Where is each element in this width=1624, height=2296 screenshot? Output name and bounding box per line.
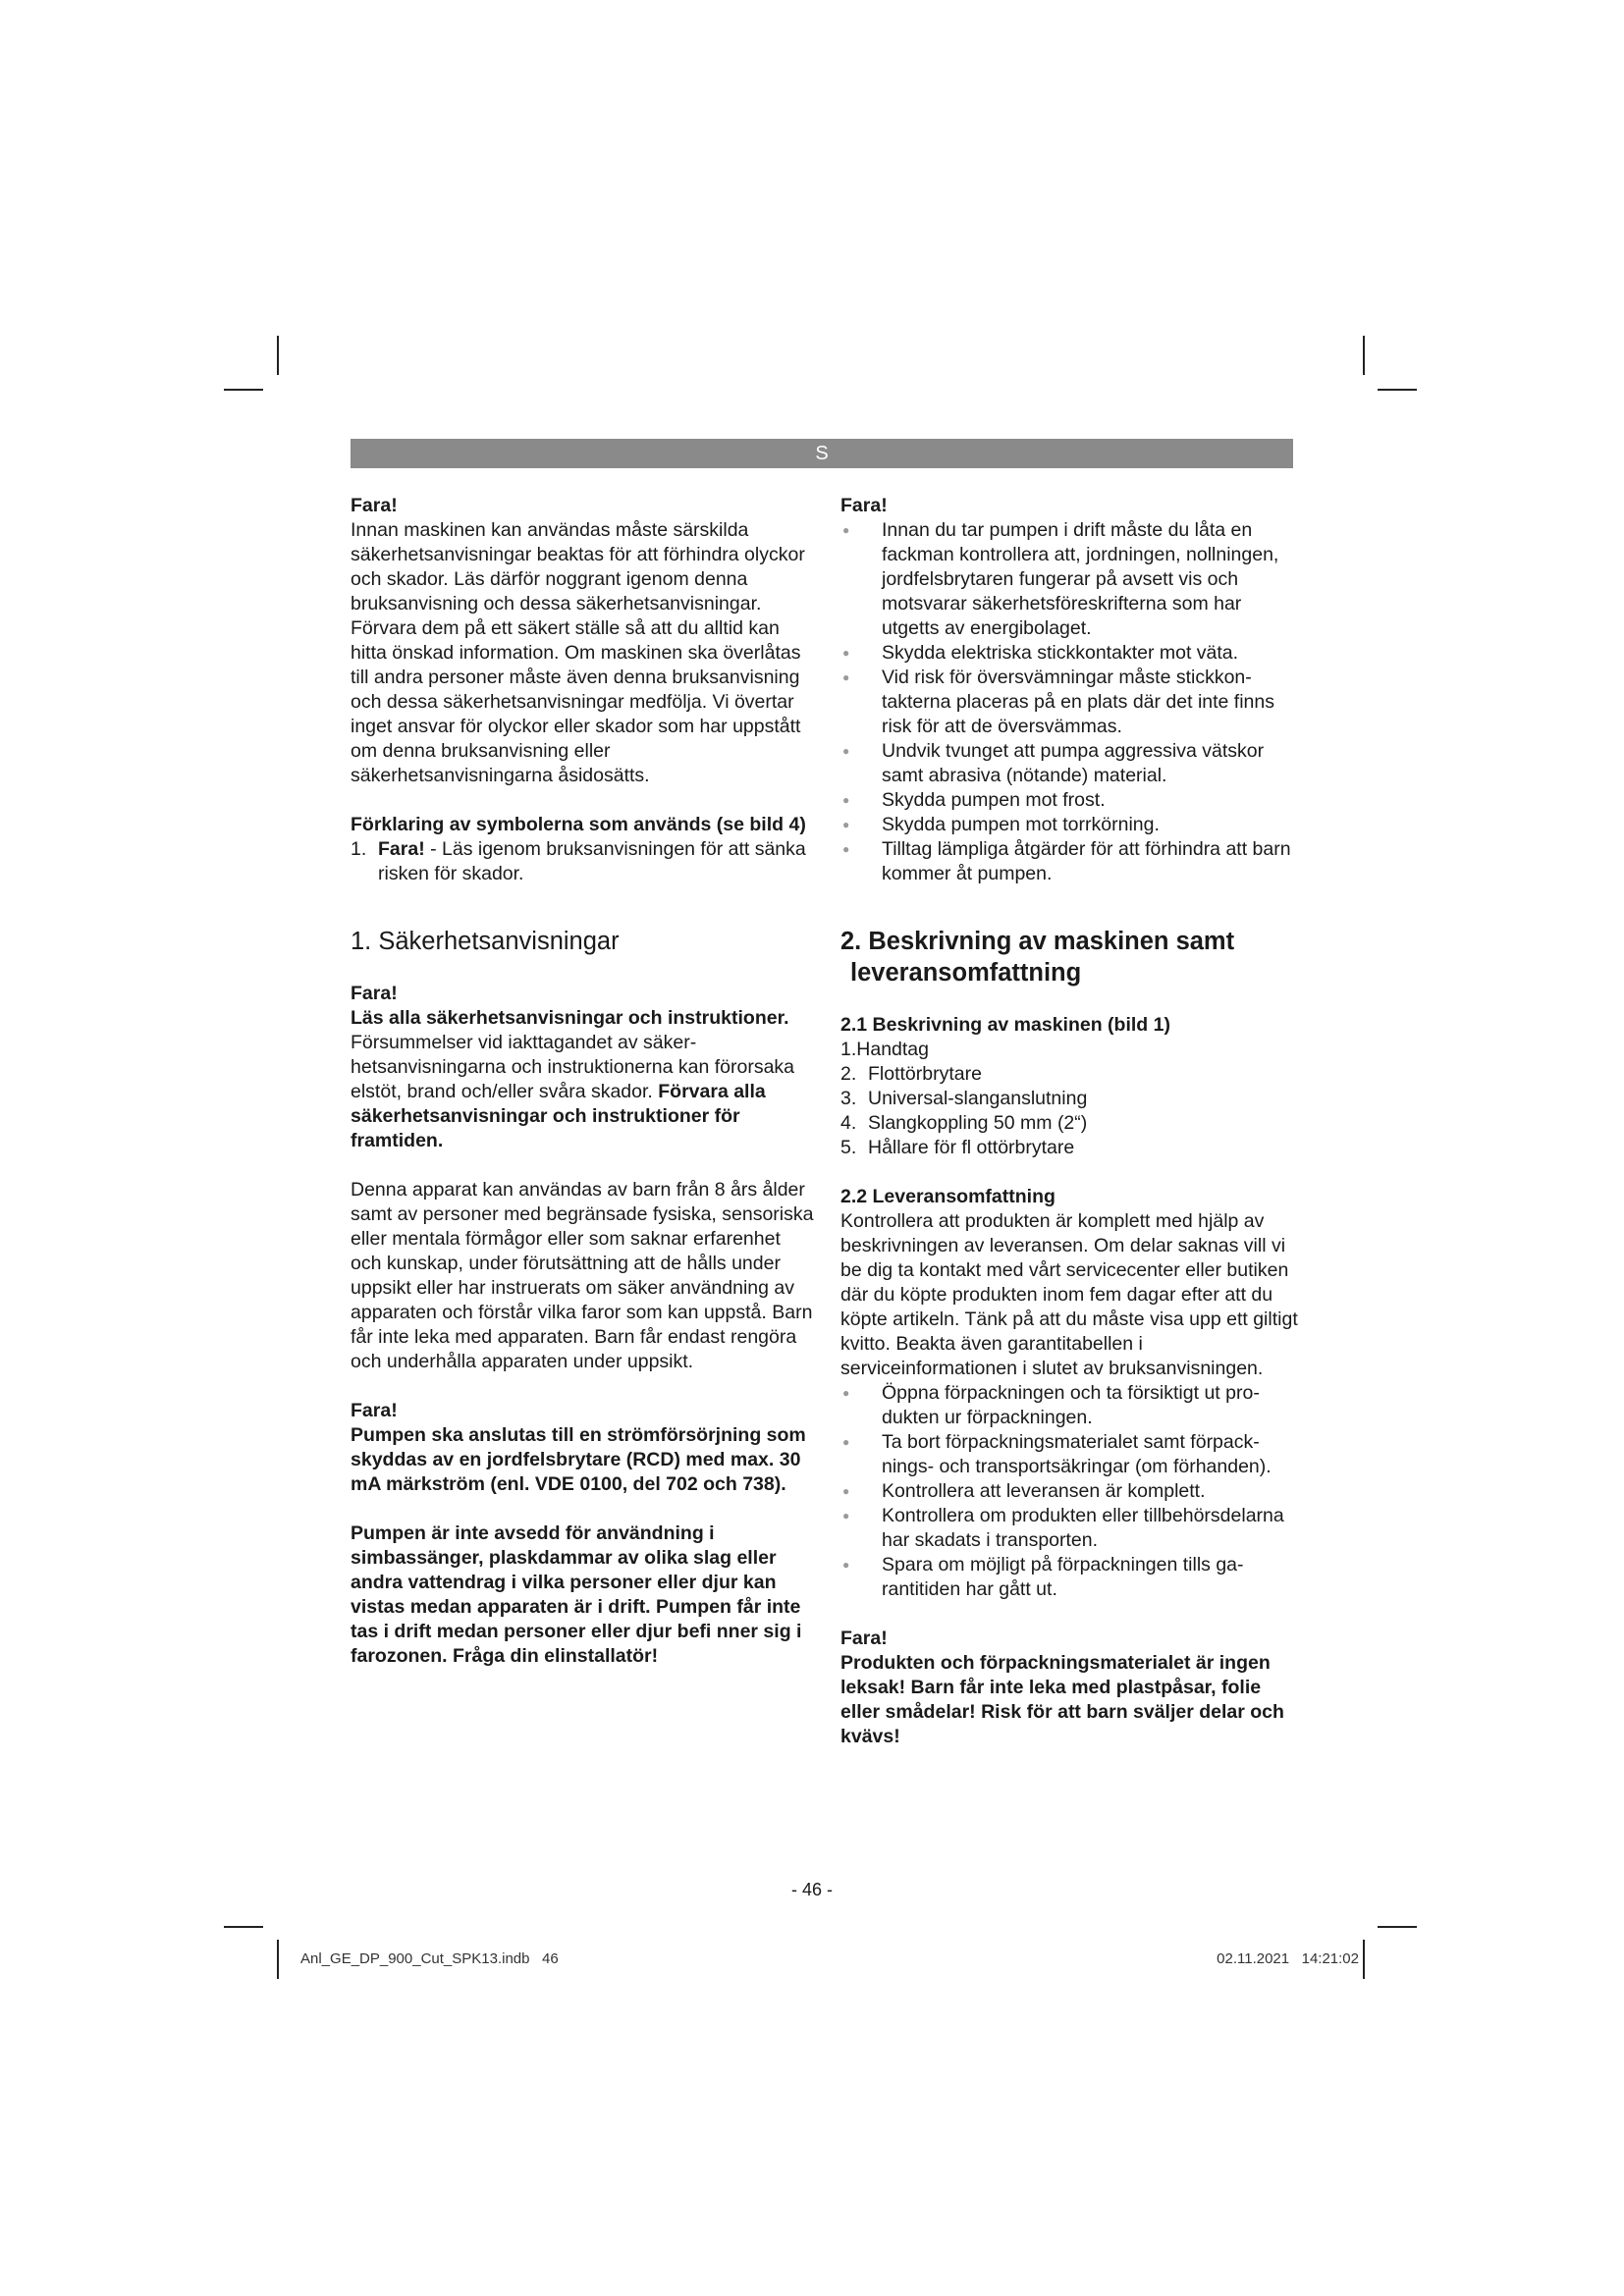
warning-bold-2: Förvara alla säkerhetsanvisningar och instruktioner för framtiden. <box>351 1081 766 1151</box>
section-2-title-line-1: 2. Beskrivning av maskinen samt <box>840 928 1235 955</box>
list-item: 3. Universal-slanganslutning <box>840 1088 1088 1109</box>
intro-paragraph: Innan maskinen kan användas måste särskilda säkerhetsanvisningar beaktas för att förhindra olyckor och skador. Läs därför noggrant igenom denna bruksanvisning och dessa säkerhetsanvisningar. Förvara dem på ett säkert ställe så att du alltid kan hitta önskad information. Om maskinen ska överlåtas till andra personer måste även denna bruksanvisning och dessa säkerhetsanvisningar medfölja. Vi övertar inget ansvar för olyckor eller skador som har uppstått om denna bruksanvisning eller säkerhetsanvisningarna åsidosätts. <box>351 519 805 786</box>
crop-mark-bottom-right-v <box>1363 1940 1365 1979</box>
list-item: 2. Flottörbrytare <box>840 1063 982 1085</box>
list-item: ● Ta bort förpackningsmaterialet samt förpacknings- och transportsäkringar (om förhanden). <box>840 1430 1300 1479</box>
crop-mark-top-left-v <box>277 336 279 375</box>
symbols-item-bold: Fara! <box>378 838 425 860</box>
symbols-item-number: 1. <box>351 838 367 860</box>
warning-paragraph <box>351 1006 814 1153</box>
list-item: ● Undvik tvunget att pumpa aggressiva vätskor samt abrasiva (nötande) material. <box>840 739 1300 788</box>
list-item: ● Skydda elektriska stickkontakter mot väta. <box>840 641 1300 666</box>
subsection-2-2-title: 2.2 Leveransomfattning <box>840 1186 1056 1207</box>
list-item: ● Skydda pumpen mot frost. <box>840 788 1300 813</box>
section-1-title: 1. Säkerhetsanvisningar <box>351 928 620 955</box>
parts-first: 1.Handtag <box>840 1039 929 1060</box>
crop-mark-bottom-left-v <box>277 1940 279 1979</box>
parts-list <box>840 1062 1300 1160</box>
section-2-title-line-2: leveransomfattning <box>850 959 1082 987</box>
right-column <box>840 494 1300 1749</box>
danger-heading: Fara! <box>351 495 398 516</box>
list-item: ● Spara om möjligt på förpackningen tills garantitiden har gått ut. <box>840 1553 1300 1602</box>
warning-bold-1: Läs alla säkerhetsanvisningar och instruktioner. <box>351 1007 789 1029</box>
danger-heading-2: Fara! <box>351 983 398 1004</box>
symbols-heading: Förklaring av symbolerna som används (se bild 4) <box>351 814 806 835</box>
list-item: ● Skydda pumpen mot torrkörning. <box>840 813 1300 837</box>
symbols-item-text: - Läs igenom bruksanvisningen för att sänka risken för skador. <box>378 838 806 884</box>
page-number: - 46 - <box>790 1880 833 1899</box>
crop-mark-bottom-right-h <box>1378 1926 1417 1928</box>
language-header-bar <box>351 439 1293 468</box>
footer-datetime: 02.11.2021 14:21:02 <box>1217 1950 1359 1967</box>
list-item: 5. Hållare för fl ottörbrytare <box>840 1137 1075 1158</box>
danger-heading-right-2: Fara! <box>840 1628 888 1649</box>
crop-mark-top-right-h <box>1378 389 1417 391</box>
children-paragraph: Denna apparat kan användas av barn från 8 års ålder samt av personer med begränsade fysiska, sensoriska eller mentala förmågor eller som saknar erfarenhet och kunskap, under förutsättning att de hålls under uppsikt eller har instruerats om säker användning av apparaten och förstår vilka faror som kan uppstå. Barn får inte leka med apparaten. Barn får endast rengöra och underhålla apparaten under uppsikt. <box>351 1179 814 1372</box>
crop-mark-top-left-h <box>224 389 263 391</box>
delivery-paragraph: Kontrollera att produkten är komplett med hjälp av beskrivningen av leveransen. Om delar saknas vill vi be dig ta kontakt med vårt servicecenter eller butiken där du köpte produkten inom fem dagar efter att du köpte artikeln. Tänk på att du måste visa upp ett giltigt kvitto. Beakta även garantitabellen i serviceinformationen i slutet av bruksanvisningen. <box>840 1210 1298 1379</box>
list-item: ● Tilltag lämpliga åtgärder för att förhindra att barn kommer åt pumpen. <box>840 837 1300 886</box>
rcd-paragraph: Pumpen ska anslutas till en strömförsörjning som skyddas av en jordfelsbrytare (RCD) med max. 30 mA märkström (enl. VDE 0100, del 702 och 738). <box>351 1424 806 1495</box>
section-2-title <box>840 926 1300 988</box>
footer-filename: Anl_GE_DP_900_Cut_SPK13.indb 46 <box>300 1950 559 1967</box>
warning-text: Försummelser vid iakttagandet av säkerhetsanvisningarna och instruktionerna kan förorsaka elstöt, brand och/eller svåra skador. <box>351 1032 795 1102</box>
toys-paragraph: Produkten och förpackningsmaterialet är ingen leksak! Barn får inte leka med plastpåsar, folie eller smådelar! Risk för att barn sväljer delar och kvävs! <box>840 1652 1284 1747</box>
crop-mark-bottom-left-h <box>224 1926 263 1928</box>
list-item: ● Öppna förpackningen och ta försiktigt ut produkten ur förpackningen. <box>840 1381 1300 1430</box>
list-item: ● Innan du tar pumpen i drift måste du låta en fackman kontrollera att, jordningen, nollningen, jordfelsbrytaren fungerar på avsett vis och motsvarar säkerhetsföreskrifterna som har utgetts av energibolaget. <box>840 518 1300 641</box>
language-code: S <box>815 443 829 464</box>
list-item: ● Kontrollera att leveransen är komplett. <box>840 1479 1300 1504</box>
safety-bullet-list <box>840 518 1300 886</box>
left-column <box>351 494 814 1669</box>
subsection-2-1-title: 2.1 Beskrivning av maskinen (bild 1) <box>840 1014 1170 1036</box>
pools-paragraph: Pumpen är inte avsedd för användning i simbassänger, plaskdammar av olika slag eller andra vattendrag i vilka personer eller djur kan vistas medan apparaten är i drift. Pumpen får inte tas i drift medan personer eller djur befi nner sig i farozonen. Fråga din elinstallatör! <box>351 1522 802 1667</box>
danger-heading-3: Fara! <box>351 1400 398 1421</box>
crop-mark-top-right-v <box>1363 336 1365 375</box>
delivery-bullet-list <box>840 1381 1300 1602</box>
list-item: 4. Slangkoppling 50 mm (2“) <box>840 1112 1088 1134</box>
symbols-item <box>351 837 814 886</box>
list-item: ● Vid risk för översvämningar måste stickkontakterna placeras på en plats där det inte finns risk för att de översvämmas. <box>840 666 1300 739</box>
list-item: ● Kontrollera om produkten eller tillbehörsdelarna har skadats i transporten. <box>840 1504 1300 1553</box>
danger-heading-right: Fara! <box>840 495 888 516</box>
